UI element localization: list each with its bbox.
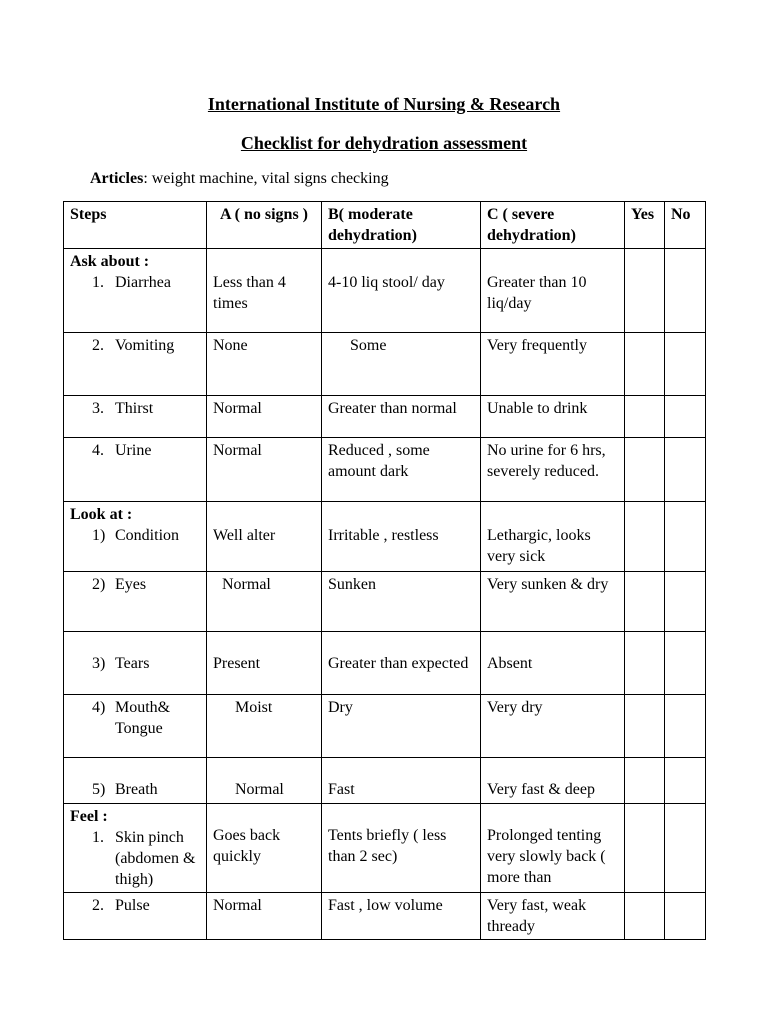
yes-checkbox-cell[interactable] — [625, 695, 665, 758]
section-feel: Feel : — [70, 808, 108, 825]
section-look-at: Look at : — [70, 506, 133, 523]
col-b-cell: Fast — [322, 758, 481, 804]
step-number: 5) — [92, 781, 106, 798]
header-steps: Steps — [64, 202, 207, 249]
step-number: 4. — [92, 442, 104, 459]
yes-checkbox-cell[interactable] — [625, 333, 665, 396]
header-no: No — [665, 202, 706, 249]
step-label: Eyes — [115, 576, 147, 593]
step-label: Vomiting — [115, 337, 175, 354]
table-row — [64, 438, 706, 502]
col-c-cell: Very fast, weak thready — [481, 893, 625, 940]
step-label: Tears — [115, 655, 150, 672]
articles-text: : weight machine, vital signs checking — [143, 170, 389, 187]
col-a-cell: Less than 4 times — [207, 249, 322, 333]
step-cell — [64, 758, 207, 804]
step-number: 2) — [92, 576, 106, 593]
table-row — [64, 396, 706, 438]
col-b-cell: Tents briefly ( less than 2 sec) — [322, 804, 481, 893]
col-a-cell: Normal — [207, 396, 322, 438]
col-c-cell: No urine for 6 hrs, severely reduced. — [481, 438, 625, 502]
no-checkbox-cell[interactable] — [665, 438, 706, 502]
yes-checkbox-cell[interactable] — [625, 572, 665, 632]
step-cell — [64, 249, 207, 333]
col-b-cell: Irritable , restless — [322, 502, 481, 572]
header-yes: Yes — [625, 202, 665, 249]
col-a-cell: Normal — [207, 758, 322, 804]
step-label: Thirst — [115, 400, 154, 417]
step-cell — [64, 572, 207, 632]
col-b-cell: Dry — [322, 695, 481, 758]
header-row — [64, 202, 706, 249]
col-c-cell: Unable to drink — [481, 396, 625, 438]
col-b-cell: Fast , low volume — [322, 893, 481, 940]
no-checkbox-cell[interactable] — [665, 893, 706, 940]
col-a-cell: Normal — [207, 893, 322, 940]
step-cell — [64, 333, 207, 396]
header-c: C ( severe dehydration) — [481, 202, 625, 249]
col-c-cell: Absent — [481, 632, 625, 695]
yes-checkbox-cell[interactable] — [625, 632, 665, 695]
col-b-cell: Greater than normal — [322, 396, 481, 438]
yes-checkbox-cell[interactable] — [625, 758, 665, 804]
col-c-cell: Very frequently — [481, 333, 625, 396]
table-row — [64, 249, 706, 333]
step-number: 2. — [92, 897, 104, 914]
no-checkbox-cell[interactable] — [665, 249, 706, 333]
no-checkbox-cell[interactable] — [665, 502, 706, 572]
dehydration-checklist-table — [63, 201, 706, 940]
step-number: 1. — [92, 829, 104, 846]
col-b-cell: Greater than expected — [322, 632, 481, 695]
step-cell — [64, 438, 207, 502]
section-ask-about: Ask about : — [70, 253, 150, 270]
yes-checkbox-cell[interactable] — [625, 804, 665, 893]
yes-checkbox-cell[interactable] — [625, 438, 665, 502]
table-row — [64, 333, 706, 396]
step-number: 1) — [92, 527, 106, 544]
col-c-cell: Very sunken & dry — [481, 572, 625, 632]
col-b-cell: Some — [322, 333, 481, 396]
step-number: 3) — [92, 655, 106, 672]
table-row — [64, 695, 706, 758]
col-a-cell: Normal — [207, 572, 322, 632]
col-c-cell: Very dry — [481, 695, 625, 758]
step-cell — [64, 893, 207, 940]
header-b: B( moderate dehydration) — [322, 202, 481, 249]
header-a: A ( no signs ) — [207, 202, 322, 249]
col-a-cell: Well alter — [207, 502, 322, 572]
step-cell — [64, 804, 207, 893]
articles-line — [90, 170, 389, 188]
yes-checkbox-cell[interactable] — [625, 249, 665, 333]
no-checkbox-cell[interactable] — [665, 758, 706, 804]
table-row — [64, 804, 706, 893]
col-a-cell: Present — [207, 632, 322, 695]
step-number: 1. — [92, 274, 104, 291]
col-b-cell: Sunken — [322, 572, 481, 632]
step-label: Diarrhea — [115, 274, 171, 291]
step-number: 3. — [92, 400, 104, 417]
col-a-cell: Moist — [207, 695, 322, 758]
step-label: Mouth& Tongue — [115, 699, 171, 737]
col-c-cell: Very fast & deep — [481, 758, 625, 804]
col-c-cell: Greater than 10 liq/day — [481, 249, 625, 333]
table-row — [64, 502, 706, 572]
no-checkbox-cell[interactable] — [665, 695, 706, 758]
col-a-cell: Normal — [207, 438, 322, 502]
yes-checkbox-cell[interactable] — [625, 396, 665, 438]
step-number: 4) — [92, 699, 106, 716]
step-cell — [64, 396, 207, 438]
step-label: Urine — [115, 442, 152, 459]
step-cell — [64, 502, 207, 572]
col-b-cell: 4-10 liq stool/ day — [322, 249, 481, 333]
step-label: Skin pinch (abdomen & thigh) — [115, 829, 196, 888]
col-b-cell: Reduced , some amount dark — [322, 438, 481, 502]
step-label: Breath — [115, 781, 158, 798]
col-c-cell: Prolonged tenting very slowly back ( more than — [481, 804, 625, 893]
articles-label: Articles — [90, 170, 144, 187]
step-number: 2. — [92, 337, 104, 354]
yes-checkbox-cell[interactable] — [625, 502, 665, 572]
col-c-cell: Lethargic, looks very sick — [481, 502, 625, 572]
checklist-title: Checklist for dehydration assessment — [240, 133, 528, 153]
col-a-cell: Goes back quickly — [207, 804, 322, 893]
yes-checkbox-cell[interactable] — [625, 893, 665, 940]
no-checkbox-cell[interactable] — [665, 804, 706, 893]
no-checkbox-cell[interactable] — [665, 632, 706, 695]
col-a-cell: None — [207, 333, 322, 396]
step-cell — [64, 695, 207, 758]
step-label: Condition — [115, 527, 180, 544]
no-checkbox-cell[interactable] — [665, 396, 706, 438]
no-checkbox-cell[interactable] — [665, 572, 706, 632]
step-label: Pulse — [115, 897, 150, 914]
table-row — [64, 572, 706, 632]
table-row — [64, 632, 706, 695]
step-cell — [64, 632, 207, 695]
table-row — [64, 893, 706, 940]
institute-title: International Institute of Nursing & Research — [207, 94, 561, 114]
no-checkbox-cell[interactable] — [665, 333, 706, 396]
table-row — [64, 758, 706, 804]
